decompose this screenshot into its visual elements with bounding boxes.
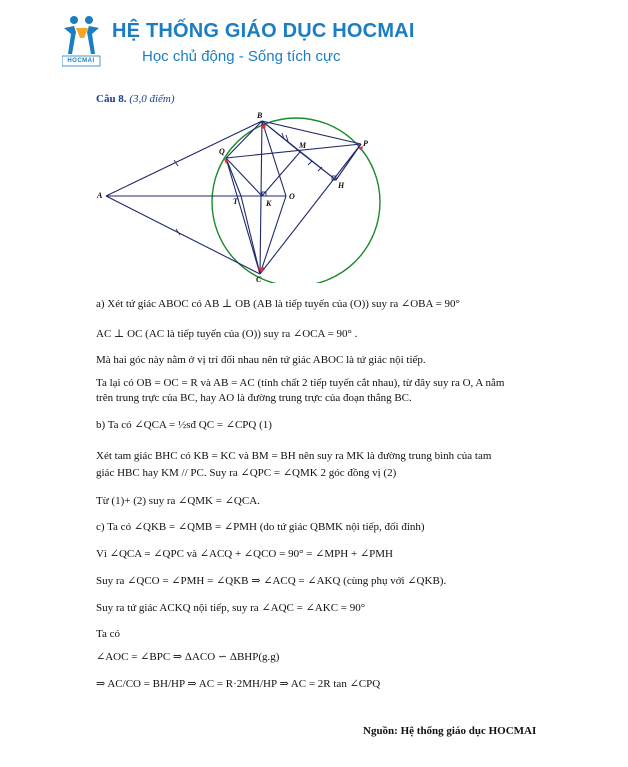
source-credit: Nguồn: Hệ thống giáo dục HOCMAI: [363, 725, 537, 737]
solution-line-13: Suy ra tứ giác ACKQ nội tiếp, suy ra ∠AQC = ∠AKC = 90°: [96, 602, 366, 614]
label-p: P: [363, 139, 368, 148]
solution-line-7: Xét tam giác BHC có KB = KC và BM = BH nên suy ra MK là đường trung bình của tam: [96, 450, 492, 462]
label-t: T: [233, 197, 238, 206]
question-points: (3,0 điểm): [129, 93, 175, 105]
solution-line-15: ∠AOC = ∠BPC ⇒ ΔACO ∽ ΔBHP(g.g): [96, 651, 280, 663]
solution-line-10: c) Ta có ∠QKB = ∠QMB = ∠PMH (do tứ giác QBMK nội tiếp, đối đỉnh): [96, 521, 425, 533]
brand-name: HỆ THỐNG GIÁO DỤC HOCMAI: [112, 20, 415, 42]
label-m: M: [299, 141, 307, 150]
solution-line-8: giác HBC hay KM // PC. Suy ra ∠QPC = ∠QMK 2 góc đồng vị (2): [96, 467, 397, 479]
brand-header: [62, 14, 482, 78]
solution-line-3: Mà hai góc này nằm ở vị trí đối nhau nên tứ giác ABOC là tứ giác nội tiếp.: [96, 354, 426, 366]
label-a: A: [97, 191, 103, 200]
label-b: B: [257, 111, 263, 120]
label-k: K: [266, 199, 272, 208]
logo-text: HOCMAI: [67, 58, 95, 64]
question-number: Câu 8.: [96, 93, 127, 105]
solution-line-4: Ta lại có OB = OC = R và AB = AC (tính chất 2 tiếp tuyến cắt nhau), từ đây suy ra O, A nằm: [96, 377, 505, 389]
question-title: [96, 93, 175, 105]
solution-line-11: Vì ∠QCA = ∠QPC và ∠ACQ + ∠QCO = 90° = ∠MPH + ∠PMH: [96, 548, 393, 560]
solution-line-12: Suy ra ∠QCO = ∠PMH = ∠QKB ⇒ ∠ACQ = ∠AKQ (cùng phụ với ∠QKB).: [96, 575, 447, 587]
solution-line-14: Ta có: [96, 628, 120, 640]
geometry-figure: [96, 108, 406, 283]
solution-line-6: b) Ta có ∠QCA = ½sđ QC = ∠CPQ (1): [96, 419, 272, 431]
label-o: O: [289, 192, 295, 201]
solution-line-9: Từ (1)+ (2) suy ra ∠QMK = ∠QCA.: [96, 495, 260, 507]
solution-line-1: a) Xét tứ giác ABOC có AB ⊥ OB (AB là tiếp tuyến của (O)) suy ra ∠OBA = 90°: [96, 298, 460, 310]
brand-slogan: Học chủ động - Sống tích cực: [142, 48, 341, 65]
label-c: C: [256, 275, 262, 283]
solution-line-5: trên trung trực của BC, hay AO là đường trung trực của đoạn thẳng BC.: [96, 392, 412, 404]
label-q: Q: [219, 147, 225, 156]
label-h: H: [338, 181, 345, 190]
solution-line-16: ⇒ AC/CO = BH/HP ⇒ AC = R·2MH/HP ⇒ AC = 2R tan ∠CPQ: [96, 678, 381, 690]
solution-line-2: AC ⊥ OC (AC là tiếp tuyến của (O)) suy ra ∠OCA = 90° .: [96, 328, 358, 340]
